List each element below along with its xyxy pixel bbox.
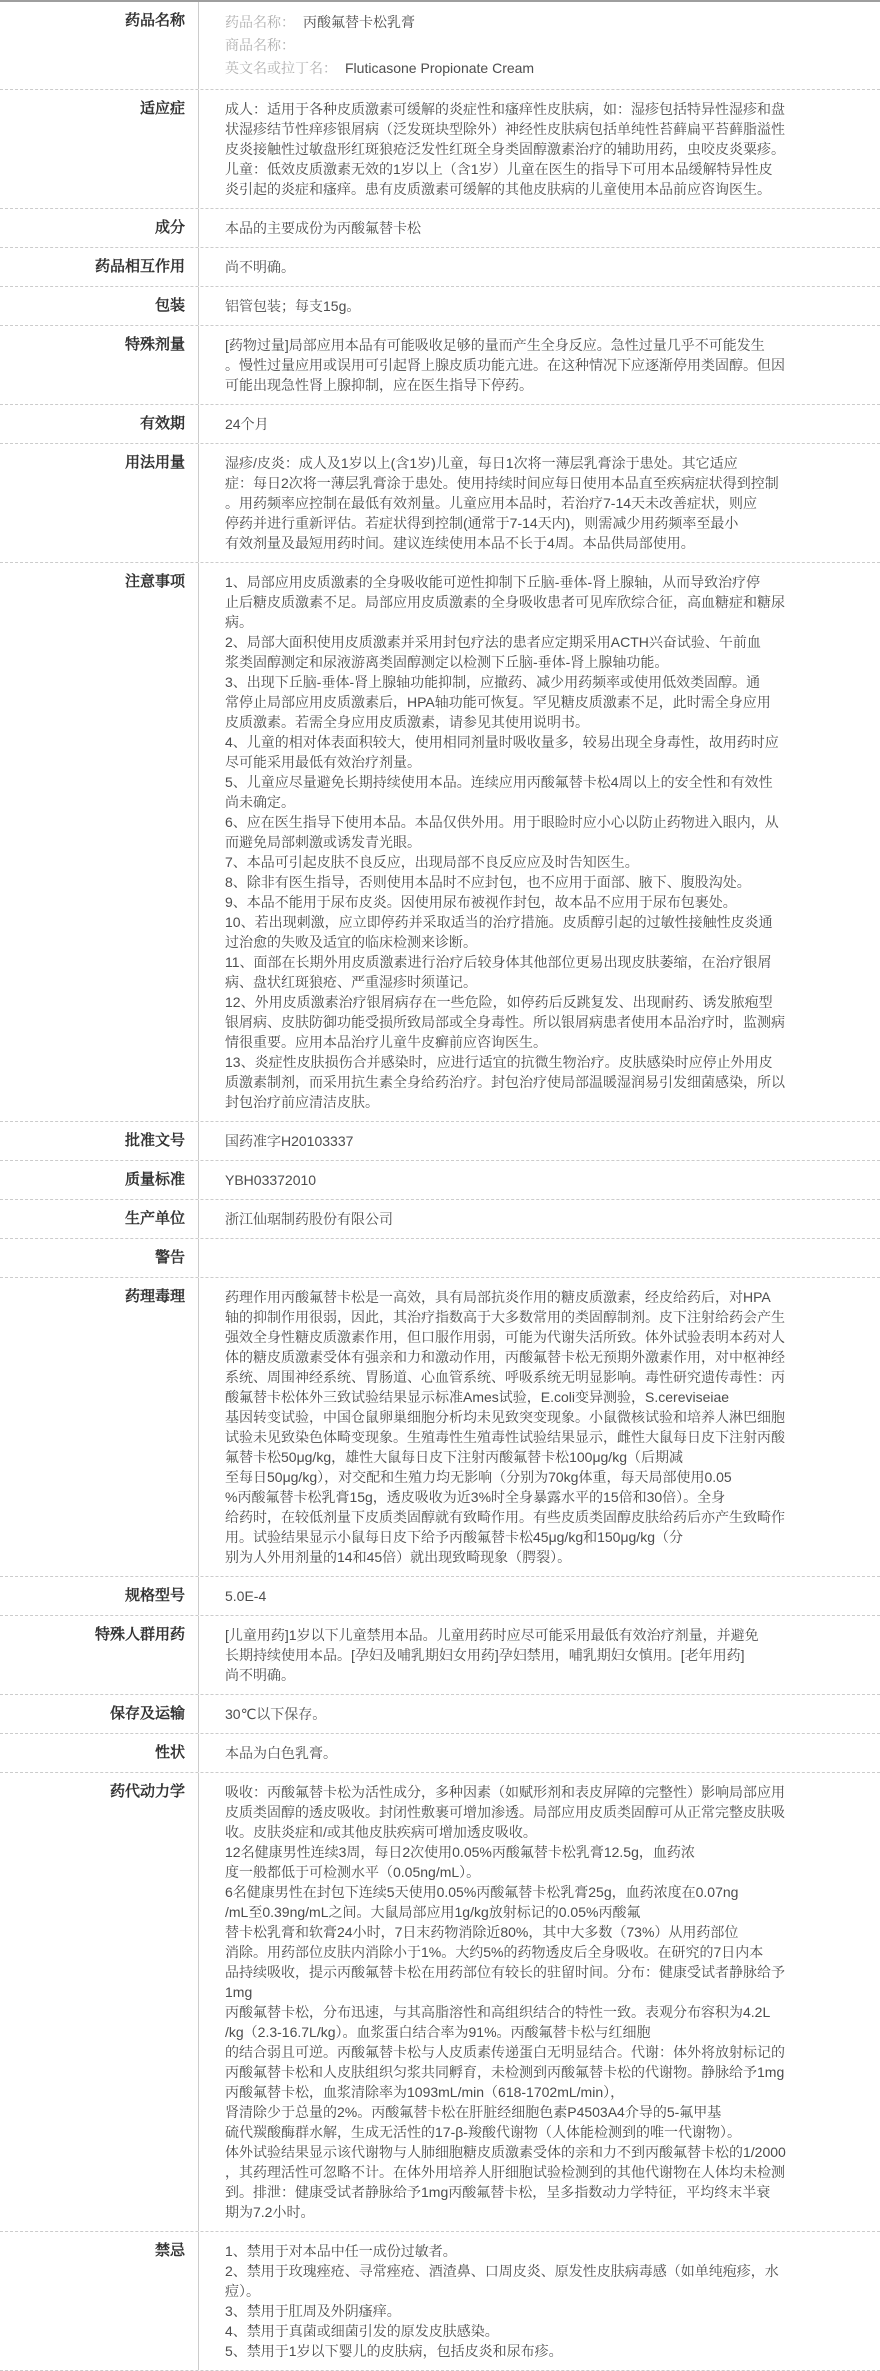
row-label: 规格型号 (0, 1577, 199, 1615)
text-line: 丙酸氟替卡松和人皮肤组织匀浆共同孵育，未检测到丙酸氟替卡松的代谢物。静脉给予1mg (225, 2064, 785, 2080)
text-line: 浙江仙琚制药股份有限公司 (225, 1211, 393, 1227)
row-content (199, 90, 880, 208)
text-line: %丙酸氟替卡松乳膏15g，透皮吸收为近3%时全身暴露水平的15倍和30倍）。全身 (225, 1489, 726, 1505)
text-line: 消除。用药部位皮肤内消除小于1%。大约5%的药物透皮后全身吸收。在研究的7日内本 (225, 1944, 764, 1960)
text-line: 而避免局部刺激或诱发青光眼。 (225, 834, 421, 850)
text-line: 尚未确定。 (225, 794, 295, 810)
text-line: 度一般都低于可检测水平（0.05ng/mL）。 (225, 1864, 481, 1880)
row-label: 注意事项 (0, 563, 199, 1121)
text-line: 。慢性过量应用或误用可引起肾上腺皮质功能亢进。在这种情况下应逐渐停用类固醇。但因 (225, 357, 785, 373)
row-content (199, 326, 880, 404)
text-line: 过治愈的失败及适宜的临床检测来诊断。 (225, 934, 477, 950)
text-line: 30℃以下保存。 (225, 1706, 327, 1722)
text-line: 6名健康男性在封包下连续5天使用0.05%丙酸氟替卡松乳膏25g，血药浓度在0.07ng (225, 1884, 739, 1900)
row-label: 适应症 (0, 90, 199, 208)
text-line: 肾清除少于总量的2%。丙酸氟替卡松在肝脏经细胞色素P4503A4介导的5-氟甲基 (225, 2104, 722, 2120)
text-line: 6、应在医生指导下使用本品。本品仅供外用。用于眼睑时应小心以防止药物进入眼内，从 (225, 814, 779, 830)
row-content (199, 209, 880, 247)
table-row (0, 1161, 880, 1200)
text-line: 丙酸氟替卡松，血浆清除率为1093mL/min（618-1702mL/min）， (225, 2084, 625, 2100)
text-line: 替卡松乳膏和软膏24小时，7日末药物消除近80%，其中大多数（73%）从用药部位 (225, 1924, 739, 1940)
text-line: 国药准字H20103337 (225, 1133, 354, 1149)
text-line: 别为人外用剂量的14和45倍）就出现致畸现象（腭裂）。 (225, 1549, 572, 1565)
row-label: 批准文号 (0, 1122, 199, 1160)
text-line: 期为7.2小时。 (225, 2204, 315, 2220)
field-value: Fluticasone Propionate Cream (345, 60, 535, 76)
text-line: 药理作用丙酸氟替卡松是一高效，具有局部抗炎作用的糖皮质激素，经皮给药后，对HPA (225, 1289, 771, 1305)
text-line: 13、炎症性皮肤损伤合并感染时，应进行适宜的抗微生物治疗。皮肤感染时应停止外用皮 (225, 1054, 773, 1070)
field-key: 商品名称： (225, 37, 295, 53)
row-label: 药代动力学 (0, 1773, 199, 2231)
row-content (199, 1200, 880, 1238)
table-row (0, 90, 880, 209)
text-line: 吸收：丙酸氟替卡松为活性成分，多种因素（如赋形剂和表皮屏障的完整性）影响局部应用 (225, 1784, 785, 1800)
text-line: 可能出现急性肾上腺抑制，应在医生指导下停药。 (225, 377, 533, 393)
table-row (0, 1278, 880, 1577)
text-line: 2、禁用于玫瑰痤疮、寻常痤疮、酒渣鼻、口周皮炎、原发性皮肤病毒感（如单纯疱疹，水 (225, 2263, 779, 2279)
text-line: YBH03372010 (225, 1172, 317, 1188)
table-row (0, 2, 880, 90)
text-line: 基因转变试验，中国仓鼠卵巢细胞分析均未见致突变现象。小鼠微核试验和培养人淋巴细胞 (225, 1409, 785, 1425)
table-row (0, 2232, 880, 2371)
table-row (0, 405, 880, 444)
text-line: 长期持续使用本品。[孕妇及哺乳期妇女用药]孕妇禁用，哺乳期妇女慎用。[老年用药] (225, 1647, 745, 1663)
text-line: 品持续吸收，提示丙酸氟替卡松在用药部位有较长的驻留时间。分布：健康受试者静脉给予1mg (225, 1964, 785, 2000)
text-line: 试验未见致染色体畸变现象。生殖毒性生殖毒性试验结果显示，雌性大鼠每日皮下注射丙酸 (225, 1429, 785, 1445)
text-line: 5、禁用于1岁以下婴儿的皮肤病，包括皮炎和尿布疹。 (225, 2343, 563, 2359)
text-line: 到。排泄：健康受试者静脉给予1mg丙酸氟替卡松，呈多指数动力学特征，平均终末半衰 (225, 2184, 771, 2200)
row-content (199, 1734, 880, 1772)
text-line: 9、本品不能用于尿布皮炎。因使用尿布被视作封包，故本品不应用于尿布包裹处。 (225, 894, 737, 910)
table-row (0, 1239, 880, 1278)
row-label: 警告 (0, 1239, 199, 1277)
text-line: 4、禁用于真菌或细菌引发的原发皮肤感染。 (225, 2323, 499, 2339)
text-line: 8、除非有医生指导，否则使用本品时不应封包，也不应用于面部、腋下、腹股沟处。 (225, 874, 751, 890)
text-line: 10、若出现刺激，应立即停药并采取适当的治疗措施。皮质醇引起的过敏性接触性皮炎通 (225, 914, 773, 930)
row-label: 包装 (0, 287, 199, 325)
row-label: 特殊剂量 (0, 326, 199, 404)
text-line: 11、面部在长期外用皮质激素进行治疗后较身体其他部位更易出现皮肤萎缩，在治疗银屑 (225, 954, 772, 970)
text-line: 12名健康男性连续3周，每日2次使用0.05%丙酸氟替卡松乳膏12.5g，血药浓 (225, 1844, 695, 1860)
row-content (199, 2232, 880, 2370)
text-line: ，其药理活性可忽略不计。在体外用培养人肝细胞试验检测到的其他代谢物在人体均未检测 (225, 2164, 785, 2180)
row-content (199, 1278, 880, 1576)
row-label: 质量标准 (0, 1161, 199, 1199)
row-label: 禁忌 (0, 2232, 199, 2370)
text-line: 质激素制剂，而采用抗生素全身给药治疗。封包治疗使局部温暖湿润易引发细菌感染，所以 (225, 1074, 785, 1090)
row-label: 特殊人群用药 (0, 1616, 199, 1694)
text-line: 7、本品可引起皮肤不良反应，出现局部不良反应应及时告知医生。 (225, 854, 639, 870)
row-content (199, 287, 880, 325)
text-line: 尚不明确。 (225, 259, 295, 275)
row-content (199, 563, 880, 1121)
row-content (199, 1695, 880, 1733)
text-line: 病、盘状红斑狼疮、严重湿疹时须谨记。 (225, 974, 477, 990)
text-line: 体的糖皮质激素受体有强亲和力和激动作用，丙酸氟替卡松无预期外激素作用，对中枢神经 (225, 1349, 785, 1365)
text-line: 湿疹/皮炎：成人及1岁以上(含1岁)儿童，每日1次将一薄层乳膏涂于患处。其它适应 (225, 455, 738, 471)
table-row (0, 1122, 880, 1161)
text-line: 成人：适用于各种皮质激素可缓解的炎症性和瘙痒性皮肤病，如：湿疹包括特异性湿疹和盘 (225, 101, 785, 117)
text-line: 12、外用皮质激素治疗银屑病存在一些危险，如停药后反跳复发、出现耐药、诱发脓疱型 (225, 994, 773, 1010)
name-field-line (225, 57, 796, 80)
table-row (0, 248, 880, 287)
field-key: 英文名或拉丁名： (225, 60, 337, 76)
row-content (199, 1239, 880, 1277)
table-row (0, 209, 880, 248)
row-label: 药品相互作用 (0, 248, 199, 286)
text-line: 有效剂量及最短用药时间。建议连续使用本品不长于4周。本品供局部使用。 (225, 535, 695, 551)
text-line: 体外试验结果显示该代谢物与人肺细胞糖皮质激素受体的亲和力不到丙酸氟替卡松的1/2000 (225, 2144, 786, 2160)
text-line: 至每日50μg/kg），对交配和生殖力均无影响（分别为70kg体重，每天局部使用0.05 (225, 1469, 732, 1485)
text-line: 儿童：低效皮质激素无效的1岁以上（含1岁）儿童在医生的指导下可用本品缓解特异性皮 (225, 161, 773, 177)
table-row (0, 1577, 880, 1616)
text-line: 3、禁用于肛周及外阴瘙痒。 (225, 2303, 401, 2319)
text-line: 4、儿童的相对体表面积较大，使用相同剂量时吸收量多，较易出现全身毒性，故用药时应 (225, 734, 779, 750)
text-line: 5、儿童应尽量避免长期持续使用本品。连续应用丙酸氟替卡松4周以上的安全性和有效性 (225, 774, 773, 790)
text-line: 1、禁用于对本品中任一成份过敏者。 (225, 2243, 457, 2259)
row-content (199, 1161, 880, 1199)
text-line: 皮质激素。若需全身应用皮质激素，请参见其使用说明书。 (225, 714, 589, 730)
text-line: 尽可能采用最低有效治疗剂量。 (225, 754, 421, 770)
text-line: [药物过量]局部应用本品有可能吸收足够的量而产生全身反应。急性过量几乎不可能发生 (225, 337, 765, 353)
text-line: /mL至0.39ng/mL之间。大鼠局部应用1g/kg放射标记的0.05%丙酸氟 (225, 1904, 641, 1920)
text-line: 尚不明确。 (225, 1667, 295, 1683)
row-label: 有效期 (0, 405, 199, 443)
table-row (0, 1773, 880, 2232)
table-row (0, 444, 880, 563)
text-line: 症：每日2次将一薄层乳膏涂于患处。使用持续时间应每日使用本品直至疾病症状得到控制 (225, 475, 779, 491)
field-key: 药品名称： (225, 14, 295, 30)
table-row (0, 1200, 880, 1239)
text-line: 氟替卡松50μg/kg，雄性大鼠每日皮下注射丙酸氟替卡松100μg/kg（后期减 (225, 1449, 683, 1465)
text-line: 轴的抑制作用很弱，因此，其治疗指数高于大多数常用的类固醇制剂。皮下注射给药会产生 (225, 1309, 785, 1325)
text-line: 炎引起的炎症和瘙痒。患有皮质激素可缓解的其他皮肤病的儿童使用本品前应咨询医生。 (225, 181, 771, 197)
name-field-line (225, 11, 796, 34)
text-line: 2、局部大面积使用皮质激素并采用封包疗法的患者应定期采用ACTH兴奋试验、午前血 (225, 634, 761, 650)
text-line: 1、局部应用皮质激素的全身吸收能可逆性抑制下丘脑-垂体-肾上腺轴，从而导致治疗停 (225, 574, 761, 590)
table-row (0, 287, 880, 326)
text-line: 本品为白色乳膏。 (225, 1745, 337, 1761)
text-line: 强效全身性糖皮质激素作用，但口服作用弱，可能为代谢失活所致。体外试验表明本药对人 (225, 1329, 785, 1345)
text-line: 的结合弱且可逆。丙酸氟替卡松与人皮质素传递蛋白无明显结合。代谢：体外将放射标记的 (225, 2044, 785, 2060)
text-line: 银屑病、皮肤防御功能受损所致局部或全身毒性。所以银屑病患者使用本品治疗时，监测病 (225, 1014, 785, 1030)
text-line: 封包治疗前应清洁皮肤。 (225, 1094, 379, 1110)
text-line: 。用药频率应控制在最低有效剂量。儿童应用本品时，若治疗7-14天未改善症状，则应 (225, 495, 758, 511)
text-line: 5.0E-4 (225, 1588, 267, 1604)
row-label: 药品名称 (0, 2, 199, 89)
row-content (199, 1577, 880, 1615)
row-content (199, 1773, 880, 2231)
text-line: 常停止局部应用皮质激素后，HPA轴功能可恢复。罕见糖皮质激素不足，此时需全身应用 (225, 694, 771, 710)
text-line: 24个月 (225, 416, 269, 432)
row-content (199, 2, 880, 89)
row-content (199, 1616, 880, 1694)
row-content (199, 444, 880, 562)
text-line: [儿童用药]1岁以下儿童禁用本品。儿童用药时应尽可能采用最低有效治疗剂量，并避免 (225, 1627, 759, 1643)
text-line: 痘）。 (225, 2283, 260, 2299)
row-label: 保存及运输 (0, 1695, 199, 1733)
row-label: 药理毒理 (0, 1278, 199, 1576)
text-line: 皮炎接触性过敏盘形红斑狼疮泛发性红斑全身类固醇激素治疗的辅助用药，虫咬皮炎粟疹。 (225, 141, 785, 157)
text-line: 酸氟替卡松体外三致试验结果显示标准Ames试验，E.coli变异测验，S.cereviseiae (225, 1389, 730, 1405)
text-line: 丙酸氟替卡松，分布迅速，与其高脂溶性和高组织结合的特性一致。表观分布容积为4.2L (225, 2004, 771, 2020)
name-field-line (225, 34, 796, 57)
text-line: 系统、周围神经系统、胃肠道、心血管系统、呼吸系统无明显影响。毒性研究遗传毒性：丙 (225, 1369, 785, 1385)
table-row (0, 563, 880, 1122)
text-line: 止后糖皮质激素不足。局部应用皮质激素的全身吸收患者可见库欣综合征，高血糖症和糖尿 (225, 594, 785, 610)
text-line: 收。皮肤炎症和/或其他皮肤疾病可增加透皮吸收。 (225, 1824, 537, 1840)
row-content (199, 248, 880, 286)
text-line: 硫代羰酸酶群水解，生成无活性的17-β-羧酸代谢物（人体能检测到的唯一代谢物）。 (225, 2124, 741, 2140)
text-line: 给药时，在较低剂量下皮质类固醇就有致畸作用。有些皮质类固醇皮肤给药后亦产生致畸作 (225, 1509, 785, 1525)
table-row (0, 326, 880, 405)
text-line: 3、出现下丘脑-垂体-肾上腺轴功能抑制，应撤药、减少用药频率或使用低效类固醇。通 (225, 674, 761, 690)
text-line: 病。 (225, 614, 253, 630)
row-label: 用法用量 (0, 444, 199, 562)
table-row (0, 1695, 880, 1734)
row-label: 生产单位 (0, 1200, 199, 1238)
text-line: 铝管包装；每支15g。 (225, 298, 361, 314)
text-line: 浆类固醇测定和尿液游离类固醇测定以检测下丘脑-垂体-肾上腺轴功能。 (225, 654, 669, 670)
table-row (0, 1734, 880, 1773)
row-content (199, 405, 880, 443)
field-value: 丙酸氟替卡松乳膏 (303, 14, 415, 30)
row-label: 成分 (0, 209, 199, 247)
text-line: 皮质类固醇的透皮吸收。封闭性敷裹可增加渗透。局部应用皮质类固醇可从正常完整皮肤吸 (225, 1804, 785, 1820)
text-line: 用。试验结果显示小鼠每日皮下给予丙酸氟替卡松45μg/kg和150μg/kg（分 (225, 1529, 683, 1545)
text-line: 停药并进行重新评估。若症状得到控制(通常于7-14天内)，则需减少用药频率至最小 (225, 515, 739, 531)
text-line: 情很重要。应用本品治疗儿童牛皮癣前应咨询医生。 (225, 1034, 547, 1050)
table-row (0, 1616, 880, 1695)
text-line: 本品的主要成份为丙酸氟替卡松 (225, 220, 421, 236)
text-line: 状湿疹结节性痒疹银屑病（泛发斑块型除外）神经性皮肤病包括单纯性苔藓扁平苔藓脂溢性 (225, 121, 785, 137)
row-content (199, 1122, 880, 1160)
text-line: /kg（2.3-16.7L/kg）。血浆蛋白结合率为91%。丙酸氟替卡松与红细胞 (225, 2024, 651, 2040)
row-label: 性状 (0, 1734, 199, 1772)
